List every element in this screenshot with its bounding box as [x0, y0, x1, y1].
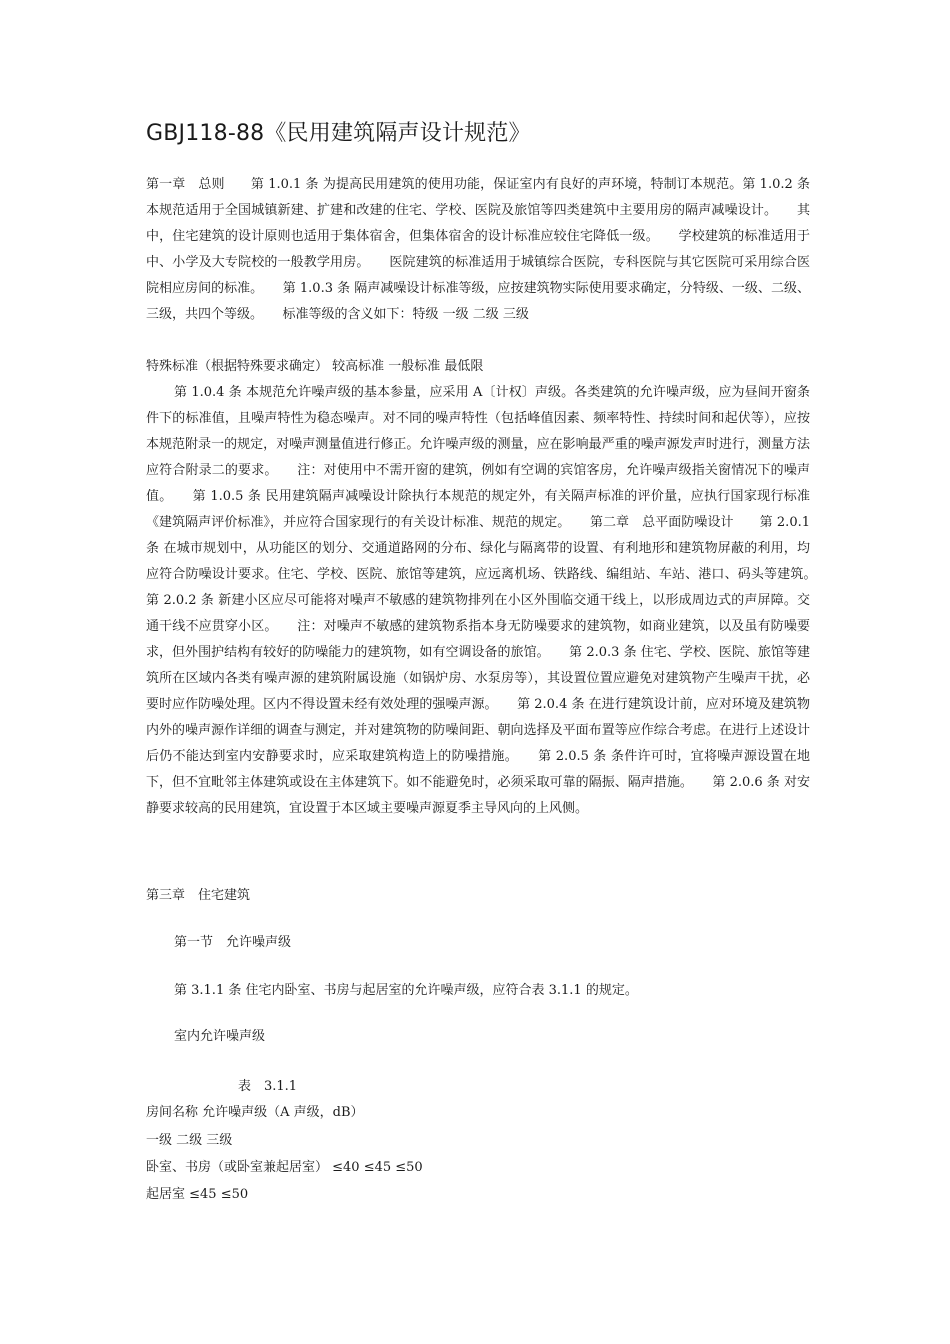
table-header: 房间名称 允许噪声级（A 声级，dB） — [146, 1105, 364, 1120]
table-row-living-room: 起居室 ≤45 ≤50 — [146, 1187, 249, 1202]
standard-levels-line: 特殊标准（根据特殊要求确定） 较高标准 一般标准 最低限 — [146, 359, 484, 374]
table-row-bedroom: 卧室、书房（或卧室兼起居室） ≤40 ≤45 ≤50 — [146, 1160, 423, 1175]
paragraph-chapter-1: 第一章 总则 第 1.0.1 条 为提高民用建筑的使用功能，保证室内有良好的声环境，特制订本规范。第 1.0.2 条 本规范适用于全国城镇新建、扩建和改建的住宅、学校、医院及旅馆等四类建筑中主要用房的隔声减噪设计。 其中，住宅建筑的设计原则也适用于集体宿舍，但集体宿舍的设计标准应较住宅降低一级。 学校建筑的标准适用于中、小学及大专院校的一般教学用房。 医院建筑的标准适用于城镇综合医院，专科医院与其它医院可采用综合医院相应房间的标准。 第 1.0.3 条 隔声减噪设计标准等级，应按建筑物实际使用要求确定，分特级、一级、二级、三级，共四个等级。 标准等级的含义如下：特级 一级 二级 三级 — [146, 177, 810, 322]
table-number: 表 3.1.1 — [238, 1079, 298, 1094]
paragraph-clauses-1-0-4-to-2-0-6: 第 1.0.4 条 本规范允许噪声级的基本参量，应采用 A〔计权〕声级。各类建筑的允许噪声级，应为昼间开窗条件下的标准值，且噪声特性为稳态噪声。对不同的噪声特性（包括峰值因素、频率特性、持续时间和起伏等），应按本规范附录一的规定，对噪声测量值进行修正。允许噪声级的测量，应在影响最严重的噪声源发声时进行，测量方法应符合附录二的要求。 注：对使用中不需开窗的建筑，例如有空调的宾馆客房，允许噪声级指关窗情况下的噪声值。 第 1.0.5 条 民用建筑隔声减噪设计除执行本规范的规定外，有关隔声标准的评价量，应执行国家现行标准《建筑隔声评价标准》，并应符合国家现行的有关设计标准、规范的规定。 第二章 总平面防噪设计 第 2.0.1 条 在城市规划中，从功能区的划分、交通道路网的分布、绿化与隔离带的设置、有利地形和建筑物屏蔽的利用，均应符合防噪设计要求。住宅、学校、医院、旅馆等建筑，应远离机场、铁路线、编组站、车站、港口、码头等建筑。 第 2.0.2 条 新建小区应尽可能将对噪声不敏感的建筑物排列在小区外围临交通干线上，以形成周边式的声屏障。交通干线不应贯穿小区。 注：对噪声不敏感的建筑物系指本身无防噪要求的建筑物，如商业建筑，以及虽有防噪要求，但外围护结构有较好的防噪能力的建筑物，如有空调设备的旅馆。 第 2.0.3 条 住宅、学校、医院、旅馆等建筑所在区域内各类有噪声源的建筑附属设施（如锅炉房、水泵房等），其设置位置应避免对建筑物产生噪声干扰，必要时应作防噪处理。区内不得设置未经有效处理的强噪声源。 第 2.0.4 条 在进行建筑设计前，应对环境及建筑物内外的噪声源作详细的调查与测定，并对建筑物的防噪间距、朝向选择及平面布置等应作综合考虑。在进行上述设计后仍不能达到室内安静要求时，应采取建筑构造上的防噪措施。 第 2.0.5 条 条件许可时，宜将噪声源设置在地下，但不宜毗邻主体建筑或设在主体建筑下。如不能避免时，必须采取可靠的隔振、隔声措施。 第 2.0.6 条 对安静要求较高的民用建筑，宜设置于本区域主要噪声源夏季主导风向的上风侧。 — [146, 385, 837, 816]
table-levels: 一级 二级 三级 — [146, 1133, 233, 1148]
table-caption: 室内允许噪声级 — [174, 1029, 266, 1044]
document-title: GBJ118-88《民用建筑隔声设计规范》 — [146, 121, 531, 146]
section-1-heading: 第一节 允许噪声级 — [174, 935, 292, 950]
chapter-3-heading: 第三章 住宅建筑 — [146, 888, 251, 903]
clause-3-1-1: 第 3.1.1 条 住宅内卧室、书房与起居室的允许噪声级，应符合表 3.1.1 的规定。 — [174, 983, 638, 998]
